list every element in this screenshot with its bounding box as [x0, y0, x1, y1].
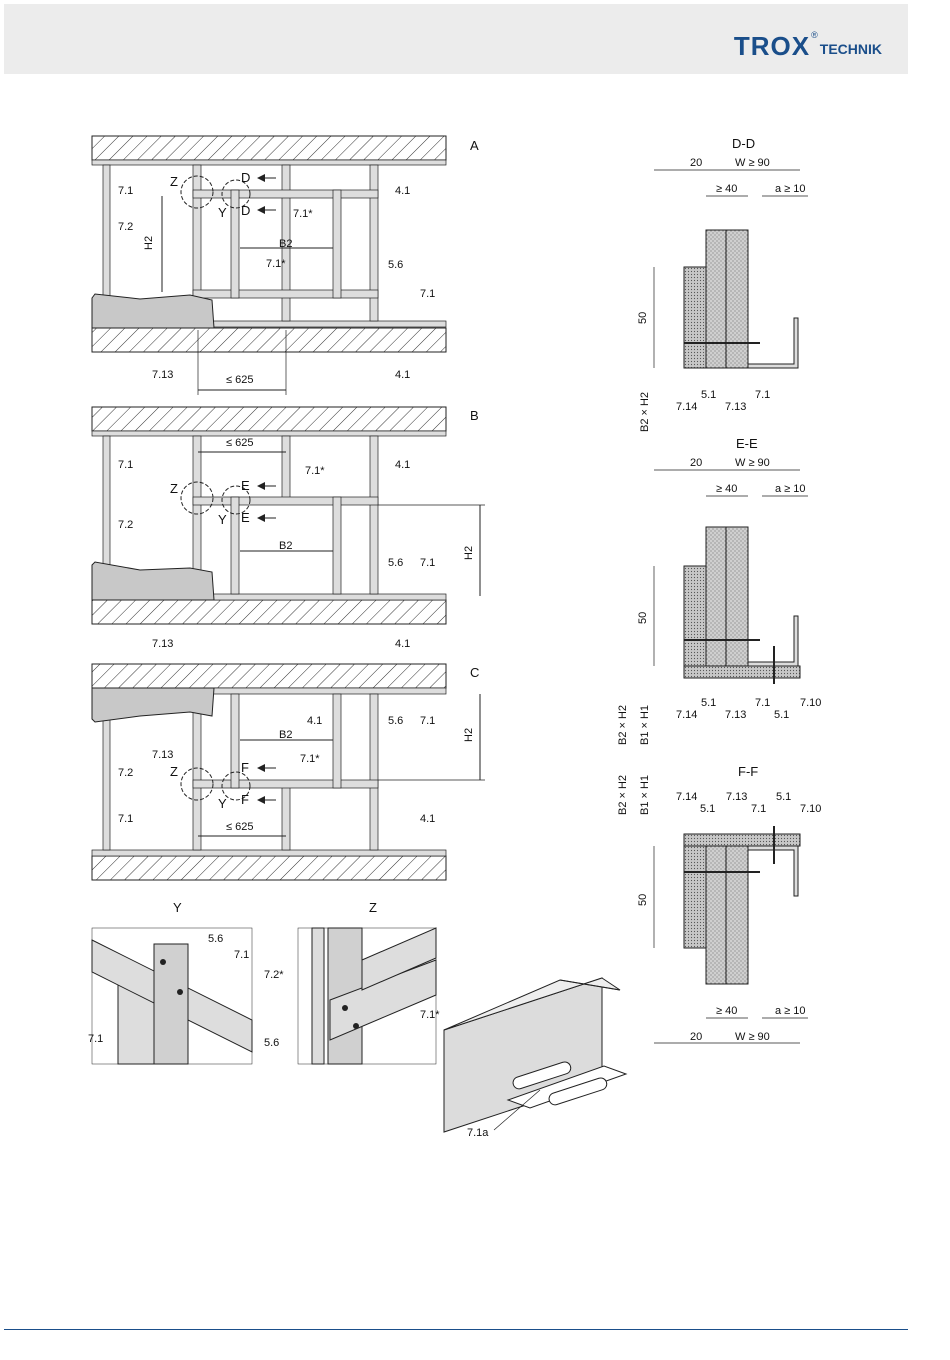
label: ≤ 625: [226, 374, 254, 386]
logo-technik-text: TECHNIK: [819, 41, 882, 57]
label: H2: [143, 235, 155, 250]
label: 7.14: [676, 791, 698, 803]
label: 5.6: [388, 715, 404, 727]
floor-slab: [92, 328, 446, 352]
label: ≤ 625: [226, 821, 254, 833]
label: 7.2*: [264, 969, 284, 981]
label: 7.1: [755, 697, 771, 709]
stud: [370, 694, 378, 850]
label: 5.1: [701, 389, 717, 401]
label: F: [241, 792, 249, 807]
label: W ≥ 90: [735, 457, 770, 469]
label: 7.2: [118, 519, 134, 531]
label: 5.6: [208, 933, 224, 945]
label: 7.13: [725, 401, 747, 413]
label: 5.1: [774, 709, 790, 721]
label: 7.1: [420, 715, 436, 727]
label: 7.13: [152, 638, 174, 650]
view-c-title: C: [470, 665, 480, 680]
label: H2: [463, 727, 475, 742]
view-b: [92, 407, 485, 650]
detail-title: Y: [173, 900, 182, 915]
panel-layer: [726, 846, 748, 984]
label: 7.1: [420, 557, 436, 569]
label: 7.1: [88, 1033, 104, 1045]
ceiling-track: [92, 431, 446, 436]
label: W ≥ 90: [735, 157, 770, 169]
insulation-block: [684, 267, 706, 368]
opening-frame-right: [333, 497, 341, 594]
label: B1 × H1: [639, 774, 651, 815]
screw-head: [353, 1023, 359, 1029]
label: ≤ 625: [226, 437, 254, 449]
label: 7.13: [152, 369, 174, 381]
label: 5.1: [701, 697, 717, 709]
panel-layer: [706, 527, 726, 666]
label: 7.10: [800, 803, 822, 815]
insulation-block: [684, 566, 706, 666]
label: 50: [637, 893, 649, 906]
label: 7.14: [676, 401, 698, 413]
stud: [193, 694, 201, 850]
label: B2: [279, 729, 293, 741]
label: E: [241, 478, 250, 493]
label: 7.1: [118, 459, 134, 471]
label: 7.1: [755, 389, 771, 401]
label: 7.1*: [305, 465, 325, 477]
label: 4.1: [420, 813, 436, 825]
label: 7.13: [725, 709, 747, 721]
label: 4.1: [395, 638, 411, 650]
label: 7.2: [118, 221, 134, 233]
label: 5.6: [388, 259, 404, 271]
label: a ≥ 10: [775, 183, 806, 195]
logo-registered-mark: ®: [811, 30, 818, 40]
label: 7.13: [726, 791, 748, 803]
detail-title: Z: [369, 900, 377, 915]
label: Z: [170, 764, 178, 779]
screw-head: [177, 989, 183, 995]
label: 7.1: [751, 803, 767, 815]
stud: [103, 720, 110, 850]
view-c: [92, 664, 485, 880]
section-f-f: [617, 764, 821, 1043]
label: 50: [637, 611, 649, 624]
label: 7.1: [118, 185, 134, 197]
panel-layer: [706, 846, 726, 984]
panel-layer: [726, 527, 748, 666]
label: 7.13: [152, 749, 174, 761]
stud: [103, 436, 110, 568]
label: 5.1: [776, 791, 792, 803]
label: 7.2: [118, 767, 134, 779]
opening-frame-left: [231, 190, 239, 298]
label: 7.1*: [420, 1009, 440, 1021]
label: 20: [690, 1031, 703, 1043]
footer-rule: [4, 1329, 908, 1330]
iso-detail: [444, 978, 626, 1139]
label: a ≥ 10: [775, 483, 806, 495]
base-strip: [684, 666, 800, 678]
screw-head: [160, 959, 166, 965]
screw-head: [342, 1005, 348, 1011]
ceiling-slab: [92, 136, 446, 160]
stud-vertical: [312, 928, 324, 1064]
label: 4.1: [395, 369, 411, 381]
label: F: [241, 760, 249, 775]
opening-frame-bottom: [193, 290, 378, 298]
label: 7.1: [234, 949, 250, 961]
label: 7.1a: [467, 1127, 489, 1139]
opening-frame-top: [193, 190, 378, 198]
ceiling-slab: [92, 664, 446, 688]
top-strip: [684, 834, 800, 846]
stud: [282, 786, 290, 850]
label: H2: [463, 545, 475, 560]
label: 5.6: [264, 1037, 280, 1049]
stud: [282, 436, 290, 498]
view-b-title: B: [470, 408, 479, 423]
label: a ≥ 10: [775, 1005, 806, 1017]
label: 4.1: [395, 459, 411, 471]
detail-y: [88, 900, 252, 1064]
label: 20: [690, 457, 703, 469]
label: ≥ 40: [716, 483, 738, 495]
floor-slab: [92, 600, 446, 624]
label: 7.1*: [266, 258, 286, 270]
section-title: E-E: [736, 436, 758, 451]
label: B1 × H1: [639, 704, 651, 745]
opening-frame-right: [333, 190, 341, 298]
opening-frame-bottom: [193, 780, 378, 788]
label: W ≥ 90: [735, 1031, 770, 1043]
label: ≥ 40: [716, 183, 738, 195]
label: 7.1: [420, 288, 436, 300]
stud-vertical-front: [154, 944, 188, 1064]
label: Y: [218, 796, 227, 811]
label: B2 × H2: [639, 391, 651, 432]
label: 20: [690, 157, 703, 169]
floor-slab: [92, 856, 446, 880]
section-e-e: [617, 436, 821, 745]
label: D: [241, 203, 251, 218]
label: 7.14: [676, 709, 698, 721]
opening-frame-left: [231, 497, 239, 594]
detail-z: [264, 900, 440, 1064]
label: Z: [170, 481, 178, 496]
label: E: [241, 510, 250, 525]
opening-frame-top: [193, 497, 378, 505]
section-d-d: [637, 136, 808, 432]
label: ≥ 40: [716, 1005, 738, 1017]
opening-frame-left: [231, 694, 239, 788]
label: Y: [218, 205, 227, 220]
view-a-title: A: [470, 138, 479, 153]
label: B2 × H2: [617, 704, 629, 745]
section-title: F-F: [738, 764, 759, 779]
ceiling-slab: [92, 407, 446, 431]
insulation-block: [684, 846, 706, 948]
logo-trox-text: TROX: [733, 31, 811, 61]
label: Y: [218, 512, 227, 527]
stud: [103, 165, 110, 300]
view-a: [92, 136, 479, 395]
panel-layer: [706, 230, 726, 368]
label: Z: [170, 174, 178, 189]
opening-frame-right: [333, 694, 341, 788]
stud: [370, 436, 378, 594]
label: 5.1: [700, 803, 716, 815]
label: 7.1: [118, 813, 134, 825]
panel-layer: [726, 230, 748, 368]
label: B2: [279, 238, 293, 250]
ceiling-track: [92, 160, 446, 165]
label: B2: [279, 540, 293, 552]
board-fragment: [92, 294, 214, 328]
label: 7.10: [800, 697, 822, 709]
label: B2 × H2: [617, 774, 629, 815]
label: 4.1: [395, 185, 411, 197]
label: 50: [637, 311, 649, 324]
label: 4.1: [307, 715, 323, 727]
floor-track: [92, 850, 446, 856]
label: 5.6: [388, 557, 404, 569]
label: 7.1*: [293, 208, 313, 220]
label: D: [241, 170, 251, 185]
section-title: D-D: [732, 136, 756, 151]
label: 7.1*: [300, 753, 320, 765]
